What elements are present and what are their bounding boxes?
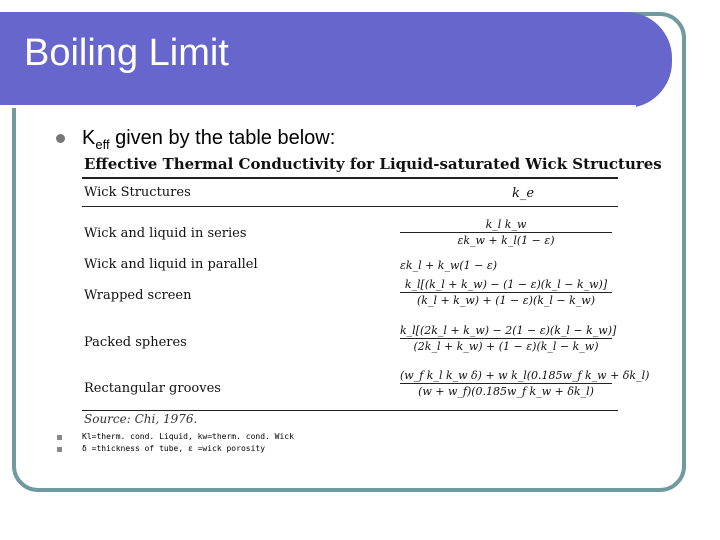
table-row-formula — [400, 218, 612, 247]
table-row-formula — [400, 278, 612, 307]
table-header-right: k_e — [512, 186, 535, 201]
table-row-label: Packed spheres — [84, 335, 187, 350]
table-header-left: Wick Structures — [84, 185, 191, 200]
table-title: Effective Thermal Conductivity for Liquid-saturated Wick Structures — [84, 155, 662, 173]
bullet-main-text — [82, 127, 335, 152]
bullet-main-suffix: given by the table below: — [109, 127, 336, 149]
table-row-formula — [400, 324, 617, 353]
formula-denominator: (k_l + k_w) + (1 − ε)(k_l − k_w) — [416, 294, 596, 307]
table-row-label: Wick and liquid in series — [84, 226, 247, 241]
formula-numerator: k_l[(k_l + k_w) − (1 − ε)(k_l − k_w)] — [400, 278, 612, 293]
table-row-label: Wrapped screen — [84, 288, 192, 303]
note-text: δ =thickness of tube, ε =wick porosity — [82, 444, 266, 453]
table-header-rule — [82, 206, 618, 207]
note-bullet — [57, 447, 62, 452]
formula-numerator: (w_f k_l k_w δ) + w k_l(0.185w_f k_w + δk_l) — [400, 369, 650, 382]
conductivity-table — [80, 150, 662, 426]
table-bottom-rule — [82, 410, 618, 411]
table-top-rule — [82, 177, 618, 179]
table-row-label: Rectangular grooves — [84, 381, 221, 396]
formula-denominator: (w + w_f)(0.185w_f k_w + δk_l) — [418, 385, 594, 398]
table-row-label: Wick and liquid in parallel — [84, 257, 258, 272]
formula-numerator: k_l k_w — [400, 218, 612, 233]
table-row-formula: εk_l + k_w(1 − ε) — [400, 259, 498, 272]
slide-title: Boiling Limit — [24, 32, 229, 74]
formula-denominator: εk_w + k_l(1 − ε) — [457, 234, 555, 247]
table-row-formula — [400, 369, 650, 398]
note-bullet — [57, 435, 62, 440]
title-underline — [0, 105, 636, 108]
formula-denominator: (2k_l + k_w) + (1 − ε)(k_l − k_w) — [413, 340, 599, 353]
bullet-main-prefix: K — [82, 127, 96, 149]
formula-numerator: k_l[(2k_l + k_w) − 2(1 − ε)(k_l − k_w)] — [400, 324, 617, 337]
bullet-main-subscript: eff — [95, 137, 110, 152]
note-text: Kl=therm. cond. Liquid, kw=therm. cond. Wick — [82, 432, 294, 441]
table-source: Source: Chi, 1976. — [84, 412, 198, 426]
bullet-dot — [56, 134, 65, 143]
